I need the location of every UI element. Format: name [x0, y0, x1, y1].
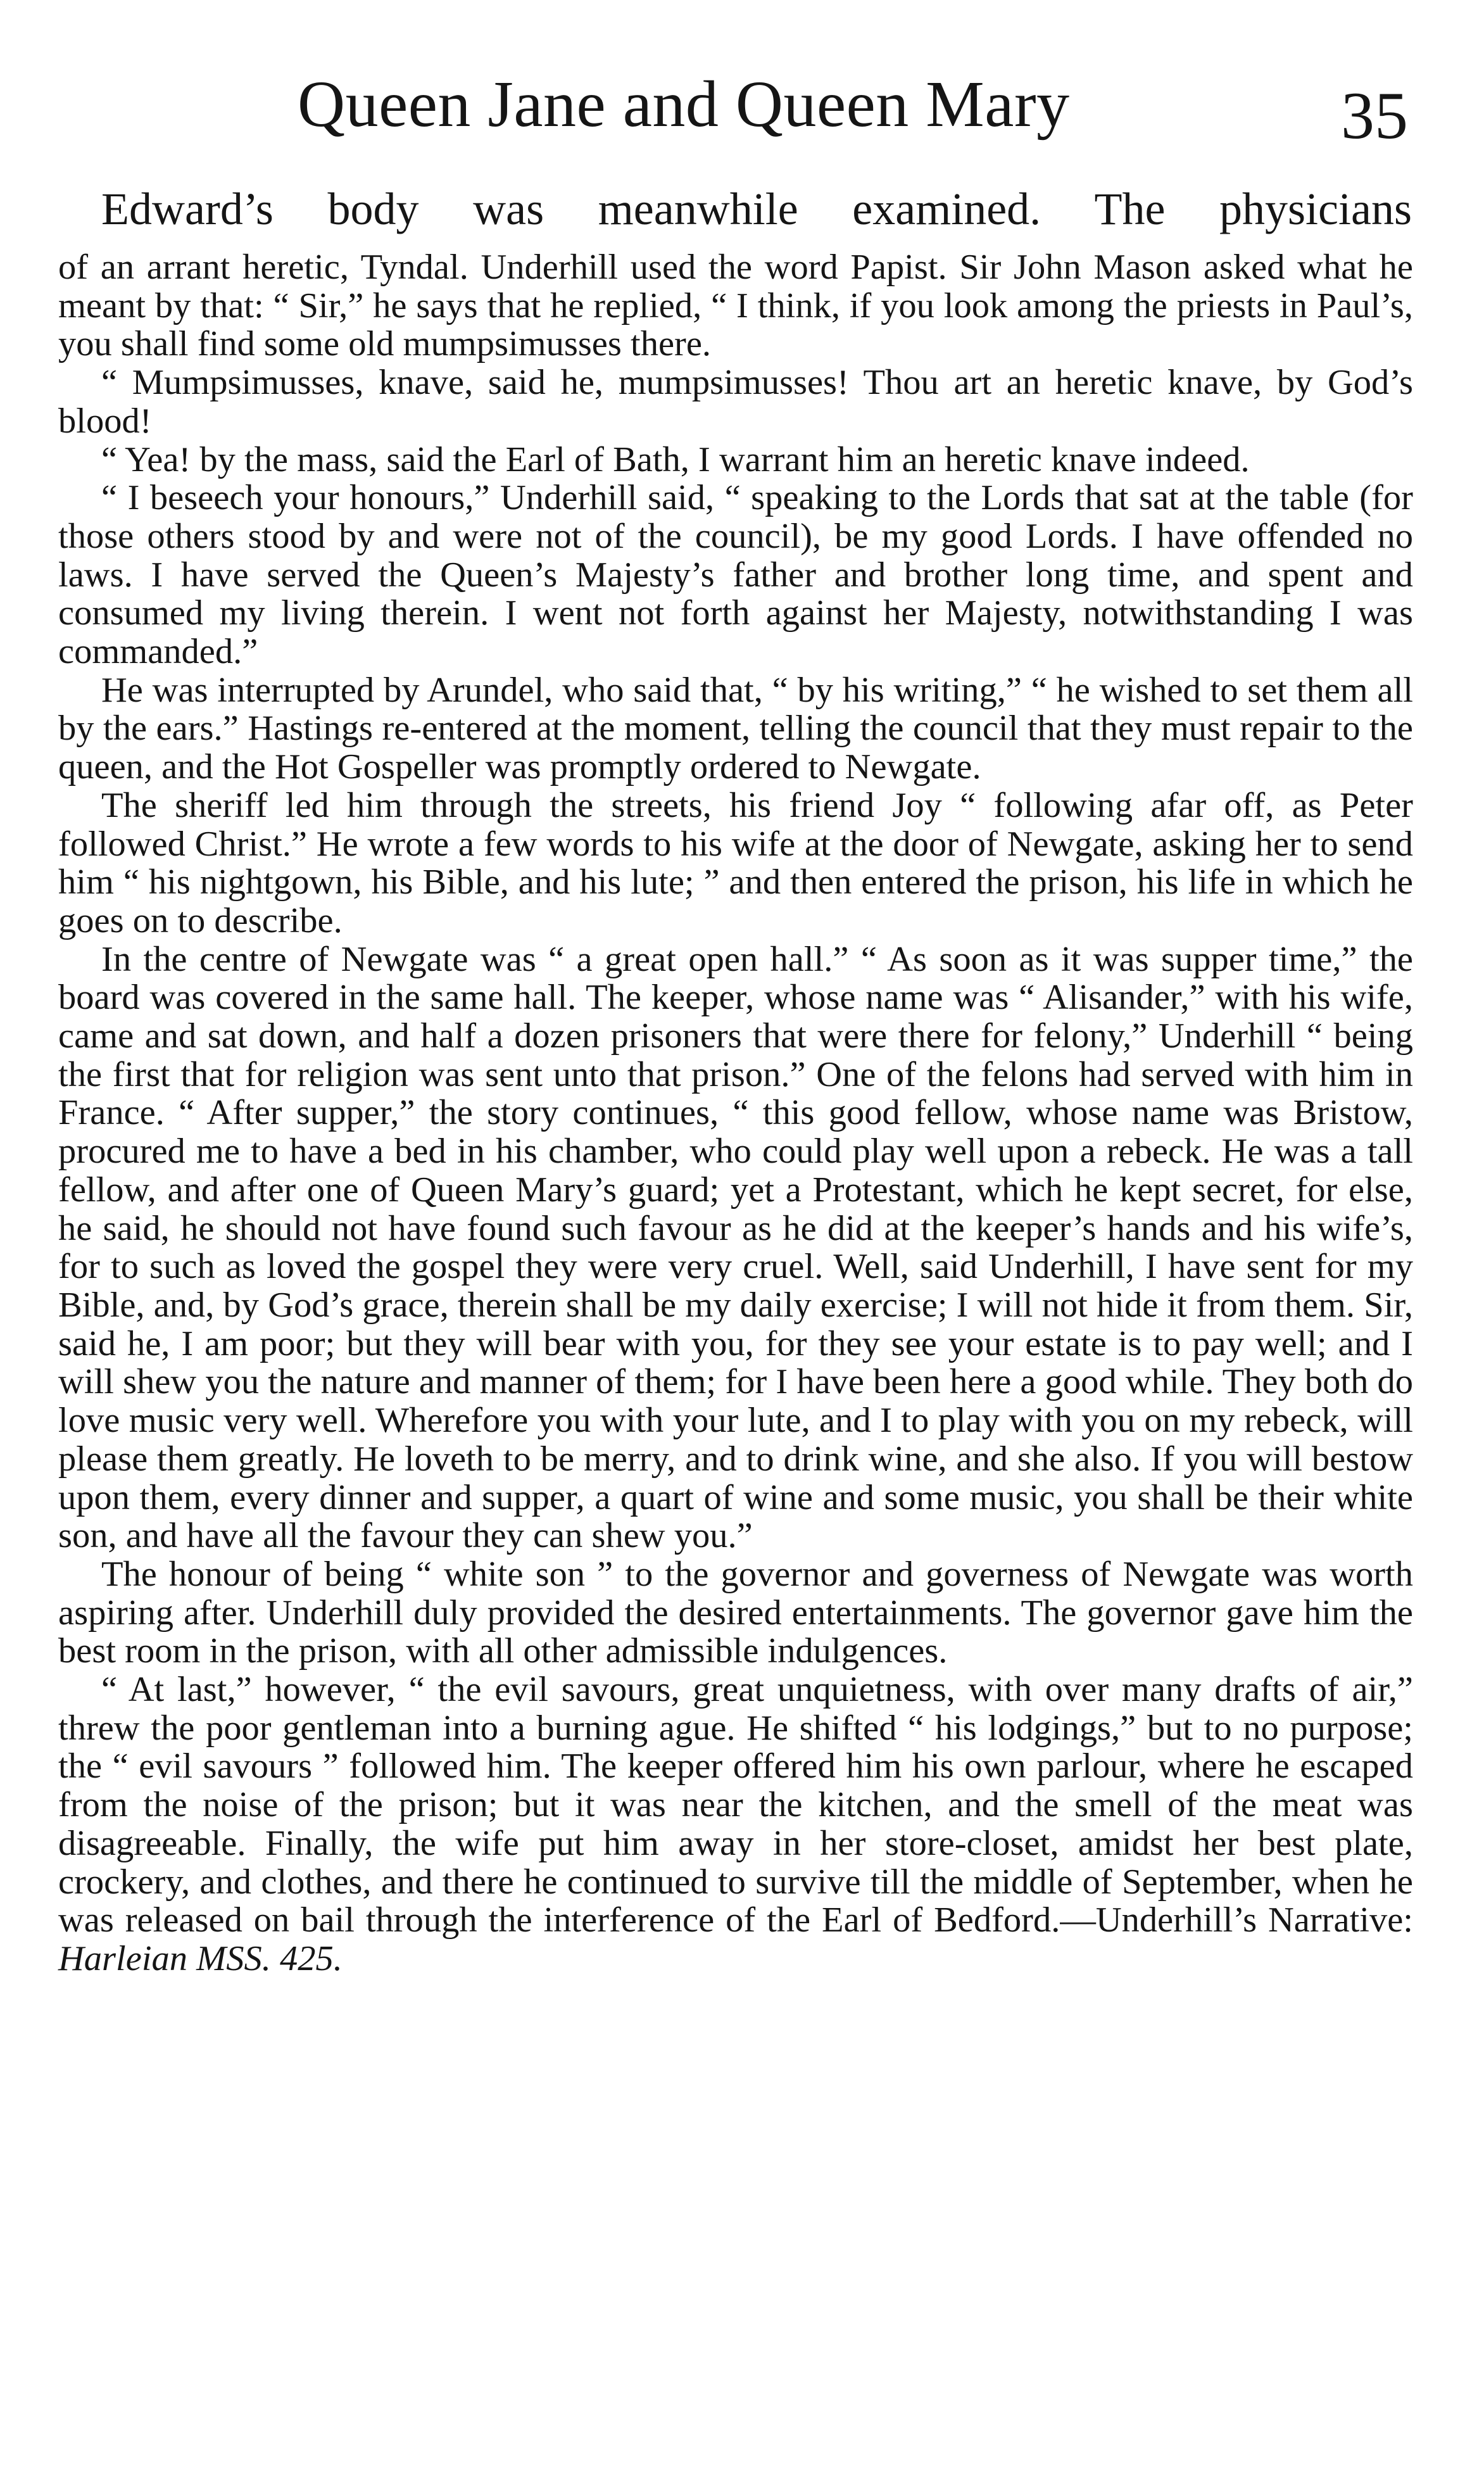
- paragraph: He was interrupted by Arundel, who said that, “ by his writing,” “ he wished to set them all by the ears.” Hastings re-entered at the moment, telling the council that they must repair to the queen, and the Hot Gospeller was promptly ordered to Newgate.: [58, 670, 1413, 787]
- final-paragraph: [58, 1671, 1413, 1978]
- page-number: 35: [1341, 79, 1408, 153]
- page-title: Queen Jane and Queen Mary: [298, 68, 1070, 141]
- body-text: [58, 248, 1413, 1978]
- paragraph: The sheriff led him through the streets, his friend Joy “ following afar off, as Peter followed Christ.” He wrote a few words to his wife at the door of Newgate, asking her to send him “ his nightgown, his Bible, and his lute; ” and then entered the prison, his life in which he goes on to describe.: [58, 785, 1413, 940]
- paragraph: of an arrant heretic, Tyndal. Underhill used the word Papist. Sir John Mason asked what he meant by that: “ Sir,” he says that he replied, “ I think, if you look among the priests in Paul’s, you shall find some old mumpsimusses there.: [58, 248, 1413, 364]
- paragraph: In the centre of Newgate was “ a great open hall.” “ As soon as it was supper time,” the board was covered in the same hall. The keeper, whose name was “ Alisander,” with his wife, came and sat down, and half a dozen prisoners that were there for felony,” Underhill “ being the first that for religion was sent unto that prison.” One of the felons had served with him in France. “ After supper,” the story continues, “ this good fellow, whose name was Bristow, procured me to have a bed in his chamber, who could play well upon a rebeck. He was a tall fellow, and after one of Queen Mary’s guard; yet a Protestant, which he kept secret, for else, he said, he should not have found such favour as he did at the keeper’s hands and his wife’s, for to such as loved the gospel they were very cruel. Well, said Underhill, I have sent for my Bible, and, by God’s grace, therein shall be my daily exercise; I will not hide it from them. Sir, said he, I am poor; but they will bear with you, for they see your estate is to pay well; and I will shew you the nature and manner of them; for I have been here a good while. They both do love music very well. Wherefore you with your lute, and I to play with you on my rebeck, will please them greatly. He loveth to be merry, and to drink wine, and she also. If you will bestow upon them, every dinner and supper, a quart of wine and some music, you shall be their white son, and have all the favour they can shew you.”: [58, 939, 1413, 1556]
- paragraph: “ Yea! by the mass, said the Earl of Bath, I warrant him an heretic knave indeed.: [101, 439, 1250, 479]
- lead-line: Edward’s body was meanwhile examined. The physicians: [101, 184, 1412, 234]
- citation: Harleian MSS. 425.: [58, 1938, 343, 1978]
- paragraph: The honour of being “ white son ” to the governor and governess of Newgate was worth aspiring after. Underhill duly provided the desired entertainments. The governor gave him the best room in the prison, with all other admissible indulgences.: [58, 1554, 1413, 1671]
- final-paragraph-text: “ At last,” however, “ the evil savours, great unquietness, with over many drafts of air,” threw the poor gentleman into a burning ague. He shifted “ his lodgings,” but to no purpose; the “ evil savours ” followed him. The keeper offered him his own parlour, where he escaped from the noise of the prison; but it was near the kitchen, and the smell of the meat was disagreeable. Finally, the wife put him away in her store-closet, amidst her best plate, crockery, and clothes, and there he continued to survive till the middle of September, when he was released on bail through the interference of the Earl of Bedford.—Underhill’s Narrative:: [58, 1670, 1413, 1940]
- paragraph: “ I beseech your honours,” Underhill said, “ speaking to the Lords that sat at the table (for those others stood by and were not of the council), be my good Lords. I have offended no laws. I have served the Queen’s Majesty’s father and brother long time, and spent and consumed my living therein. I went not forth against her Majesty, notwithstanding I was commanded.”: [58, 478, 1413, 672]
- running-head: [0, 60, 1484, 153]
- paragraph: “ Mumpsimusses, knave, said he, mumpsimusses! Thou art an heretic knave, by God’s blood!: [58, 363, 1413, 441]
